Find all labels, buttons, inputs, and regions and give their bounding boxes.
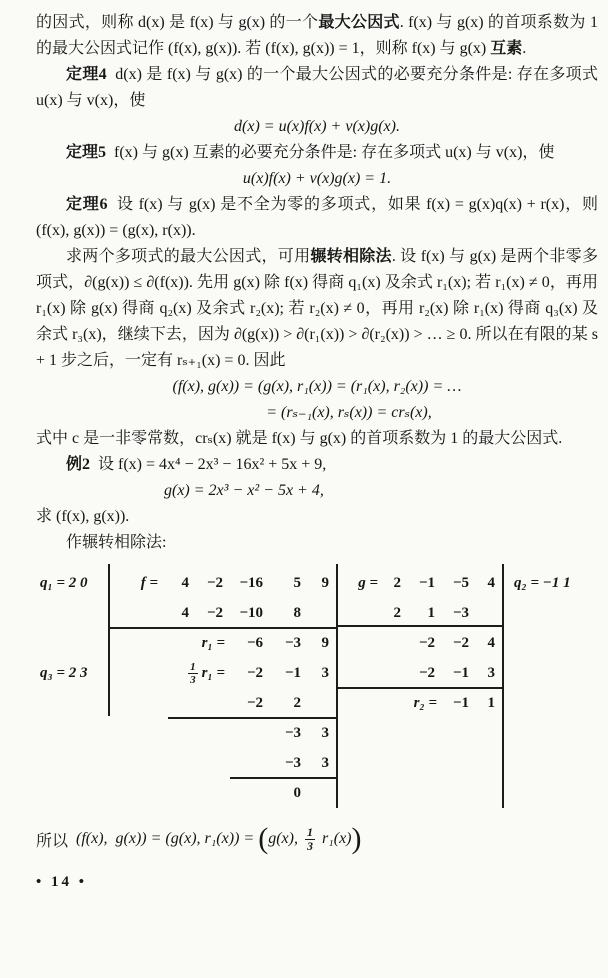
text-run: 例2 [66,456,91,473]
table-cell: −2 [246,664,263,681]
table-cell: 9 [321,574,329,591]
paragraph-euclidean-algorithm [36,244,602,374]
text-run: 定理6 [66,196,108,213]
formula-coprime-condition: u(x)f(x) + v(x)g(x) = 1. [242,170,392,187]
right-big-paren: ) [351,822,362,855]
quotient-q3-label: q₃ = 2 3 [40,664,88,681]
fraction-one-third [305,826,315,853]
table-cell: 8 [293,604,301,621]
text-run: . f(x) 与 g(x) 的首项系数为 1 的最大公因式记作 (f(x), g(x)). 若 (f(x), g(x)) = 1，则称 f(x) 与 g(x) [36,14,602,57]
text-run: 求 (f(x), g(x)). [36,508,130,525]
page-number: • 14 • [36,874,88,890]
table-cell: −10 [239,604,263,621]
paragraph-gcd-definition [36,10,602,62]
table-cell: 2 [293,694,301,711]
table-cell: −2 [206,574,223,591]
table-cell: −2 [206,604,223,621]
horizontal-rule [230,777,336,779]
text-run: 定理4 [66,66,107,83]
fraction-denominator: 3 [190,673,196,686]
table-cell: −3 [452,604,469,621]
text-run: . [522,40,527,57]
table-cell: 4 [181,574,189,591]
fraction-denominator: 3 [306,838,313,853]
horizontal-rule [168,717,336,719]
horizontal-rule [336,625,502,627]
left-big-paren: ( [258,822,269,855]
table-cell: 4 [487,634,495,651]
table-cell: −3 [284,634,301,651]
text-run: f(x) 与 g(x) 互素的必要充分条件是: 存在多项式 u(x) 与 v(x)，使 [106,144,555,161]
table-cell: 5 [293,574,301,591]
conclusion-equation: (f(x), g(x)) = (g(x), r₁(x)) = [76,830,259,847]
formula-gcd-chain-line1: (f(x), g(x)) = (g(x), r₁(x)) = (r₁(x), r₂(x)) = … [172,378,462,395]
division-row-step1 [38,598,600,628]
text-run: 作辗转相除法: [66,534,167,551]
r1-row-label: r₁ = [201,634,225,651]
text-run: 辗转相除法 [310,248,392,265]
table-cell: −3 [284,724,301,741]
conclusion-line [36,820,598,858]
table-cell: 2 [393,574,401,591]
table-cell: −6 [246,634,263,651]
table-cell: 3 [487,664,495,681]
table-cell: −2 [452,634,469,651]
paragraph-theorem-6 [36,192,602,244]
division-row-f-g [38,568,600,598]
paragraph-find-gcd [36,504,598,530]
vertical-rule [336,564,338,808]
paragraph-example-2 [36,452,598,478]
table-cell: −2 [418,664,435,681]
paragraph-theorem-4 [36,62,602,114]
table-cell: −5 [452,574,469,591]
table-cell: r₁ = [201,664,225,681]
text-run: 式中 c 是一非零常数，crₛ(x) 就是 f(x) 与 g(x) 的首项系数为 1 的最大公因式. [36,430,563,447]
table-cell: −16 [239,574,263,591]
table-cell: 3 [321,664,329,681]
table-cell: −2 [246,694,263,711]
division-row-remainder-a [38,718,600,748]
table-cell: −3 [284,754,301,771]
division-row-third-r1 [38,658,600,688]
conclusion-inner-post: r₁(x) [317,830,352,847]
text-run: 最大公因式 [318,14,400,31]
f-row-label: f = [140,574,158,591]
division-row-zero [38,778,600,808]
g-row-label: g = [358,574,378,591]
vertical-rule [502,564,504,808]
paragraph-theorem-5 [36,140,598,166]
text-run: . 设 f(x) 与 g(x) 是两个非零多项式，∂(g(x)) ≤ ∂(f(x)). 先用 g(x) 除 f(x) 得商 q₁(x) 及余式 r₁(x); 若 r₁(x) ≠ 0，再用 r₁(x) 除 g(x) 得商 q₂(x) 及余式 r₂(x); 若 r₂(x) ≠ 0，再用 r₂(x) 除 r₁(x) 得商 q₃(x) 及余式 r₃(x)，继续下去，因为 ∂(g(x)) > ∂(r₁(x)) > ∂(r₂(x)) > … ≥ 0. 所以在有限的某 s + 1 步之后，一定有 rₛ₊₁(x) = 0. 因此 [36,248,602,369]
text-run: 定理5 [66,144,107,161]
table-cell: 9 [321,634,329,651]
vertical-rule [108,564,110,716]
table-cell: 4 [487,574,495,591]
fraction-numerator: 1 [306,824,313,839]
division-row-step2 [38,688,600,718]
r2-row-label: r₂ = [413,694,437,711]
formula-gcd-chain-line2: = (rₛ₋₁(x), rₛ(x)) = crₛ(x), [266,404,432,421]
text-run: 求两个多项式的最大公因式，可用 [66,248,311,265]
quotient-q2-label: q₂ = −1 1 [514,574,571,591]
table-cell: 3 [321,754,329,771]
paragraph-do-division [36,530,598,556]
division-row-r1 [38,628,600,658]
third-r1-row-label [108,661,230,686]
table-cell: 2 [393,604,401,621]
table-cell: 1 [487,694,495,711]
formula-bezout-identity: d(x) = u(x)f(x) + v(x)g(x). [234,118,400,135]
conclusion-intro: 所以 [36,832,77,850]
horizontal-rule [108,627,336,629]
horizontal-rule [336,687,502,689]
fraction-one-third [188,661,198,686]
formula-g-definition: g(x) = 2x³ − x² − 5x + 4, [164,482,324,499]
division-row-remainder-b [38,748,600,778]
division-table [38,560,600,808]
table-cell: 4 [181,604,189,621]
table-cell: −1 [418,574,435,591]
table-cell: −1 [452,694,469,711]
table-cell: −1 [452,664,469,681]
table-cell: −2 [418,634,435,651]
table-cell: 0 [293,784,301,801]
text-run: d(x) 是 f(x) 与 g(x) 的一个最大公因式的必要充分条件是: 存在多项式 u(x) 与 v(x)，使 [36,66,602,109]
table-cell: 1 [427,604,435,621]
table-cell: −1 [284,664,301,681]
text-run: 设 f(x) = 4x⁴ − 2x³ − 16x² + 5x + 9, [90,456,327,473]
table-cell: 3 [321,724,329,741]
paragraph-constant-c [36,426,598,452]
text-run: 的因式，则称 d(x) 是 f(x) 与 g(x) 的一个 [36,14,319,31]
quotient-q1-label: q₁ = 2 0 [40,574,88,591]
fraction-numerator: 1 [190,660,196,673]
conclusion-inner-pre: g(x), [268,830,302,847]
text-run: 设 f(x) 与 g(x) 是不全为零的多项式，如果 f(x) = g(x)q(x) + r(x)，则 (f(x), g(x)) = (g(x), r(x)). [36,196,602,239]
text-run: 互素 [490,40,523,57]
